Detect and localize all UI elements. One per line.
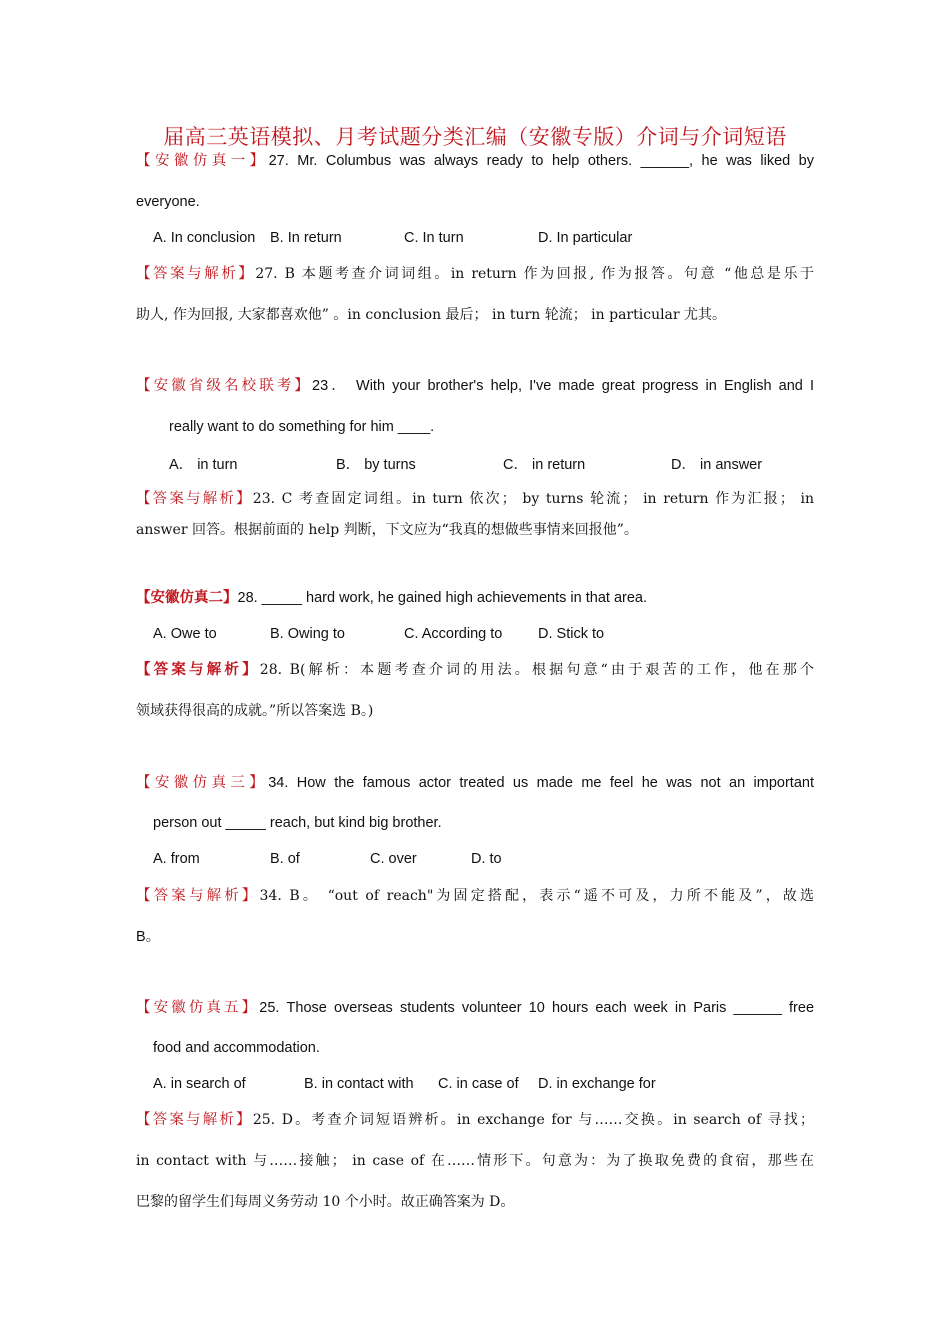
- answer-25-line-3: 巴黎的留学生们每周义务劳动 10 个小时。故正确答案为 D。: [136, 1194, 515, 1210]
- option-c: C． in return: [503, 457, 586, 473]
- option-d: D. Stick to: [538, 626, 605, 642]
- option-d: D. in exchange for: [538, 1076, 656, 1092]
- option-a: A． in turn: [169, 457, 238, 473]
- question-text: 23． With your brother's help, I've made great progress in English and I: [312, 378, 814, 394]
- answer-tag: 【答案与解析】: [136, 888, 260, 904]
- question-34-stem: [136, 773, 814, 793]
- source-tag: 【安徽仿真一】: [136, 153, 269, 169]
- answer-27-line-1: [136, 264, 814, 284]
- answer-text: 28. B(解析：本题考查介词的用法。根据句意“由于艰苦的工作，他在那个: [259, 662, 814, 678]
- option-a: A. Owe to: [153, 626, 217, 642]
- answer-tag: 【答案与解析】: [136, 266, 256, 282]
- answer-23-line-2: answer 回答。根据前面的 help 判断，下文应为“我真的想做些事情来回报他”。: [136, 522, 638, 538]
- answer-25-line-1: [136, 1110, 814, 1130]
- answer-34-line-1: [136, 886, 814, 906]
- option-d: D. In particular: [538, 230, 633, 246]
- option-a: A. In conclusion: [153, 230, 256, 246]
- question-27-stem-cont: everyone.: [136, 194, 200, 210]
- option-c: C. In turn: [404, 230, 464, 246]
- option-d: D． in answer: [671, 457, 763, 473]
- question-text: 28. _____ hard work, he gained high achievements in that area.: [237, 590, 647, 606]
- answer-text: 23. C 考查固定词组。in turn 依次； by turns 轮流； in return 作为汇报； in: [252, 491, 814, 507]
- question-27-stem: [136, 151, 814, 171]
- option-d: D. to: [471, 851, 502, 867]
- answer-text: 27. B 本题考查介词词组。in return 作为回报, 作为报答。句意 “他总是乐于: [255, 266, 814, 282]
- source-tag: 【安徽仿真三】: [136, 775, 269, 791]
- question-23-stem: [136, 376, 814, 396]
- question-28-stem: [136, 588, 814, 608]
- source-tag: 【安徽仿真五】: [136, 1000, 260, 1016]
- answer-tag: 【答案与解析】: [136, 1112, 253, 1128]
- option-b: B. of: [270, 851, 300, 867]
- answer-text: 25. D。考查介词短语辨析。in exchange for 与……交换。in search of 寻找；: [252, 1112, 814, 1128]
- option-c: C. According to: [404, 626, 503, 642]
- question-25-stem-cont: food and accommodation.: [153, 1040, 320, 1056]
- answer-27-line-2: 助人, 作为回报, 大家都喜欢他” 。in conclusion 最后； in turn 轮流； in particular 尤其。: [136, 307, 727, 323]
- option-b: B. in contact with: [304, 1076, 414, 1092]
- answer-tag: 【答案与解析】: [136, 661, 260, 678]
- question-text: 25. Those overseas students volunteer 10 hours each week in Paris ______ free: [259, 1000, 814, 1016]
- question-text: 34. How the famous actor treated us made me feel he was not an important: [268, 775, 814, 791]
- answer-text: 34. B。 “out of reach"为固定搭配，表示“遥不可及，力所不能及”，故选: [259, 888, 814, 904]
- option-a: A. in search of: [153, 1076, 246, 1092]
- option-b: B. In return: [270, 230, 342, 246]
- option-a: A. from: [153, 851, 200, 867]
- source-tag: 【安徽仿真二】: [136, 589, 238, 606]
- answer-23-line-1: [136, 489, 814, 509]
- option-b: B. Owing to: [270, 626, 345, 642]
- answer-34-line-2: B。: [136, 929, 161, 945]
- question-34-stem-cont: person out _____ reach, but kind big brother.: [153, 815, 442, 831]
- option-c: C. in case of: [438, 1076, 519, 1092]
- source-tag: 【安徽省级名校联考】: [136, 378, 313, 394]
- answer-28-line-1: [136, 660, 814, 680]
- answer-tag: 【答案与解析】: [136, 491, 253, 507]
- answer-28-line-2: 领域获得很高的成就。”所以答案选 B。): [136, 703, 374, 719]
- option-c: C. over: [370, 851, 417, 867]
- option-b: B． by turns: [336, 457, 416, 473]
- question-23-stem-cont: really want to do something for him ____.: [169, 419, 435, 435]
- question-text: 27. Mr. Columbus was always ready to help others. ______, he was liked by: [268, 153, 814, 169]
- document-title: 届高三英语模拟、月考试题分类汇编（安徽专版）介词与介词短语: [163, 125, 787, 149]
- answer-25-line-2: in contact with 与……接触； in case of 在……情形下。句意为：为了换取免费的食宿，那些在: [136, 1153, 814, 1169]
- question-25-stem: [136, 998, 814, 1018]
